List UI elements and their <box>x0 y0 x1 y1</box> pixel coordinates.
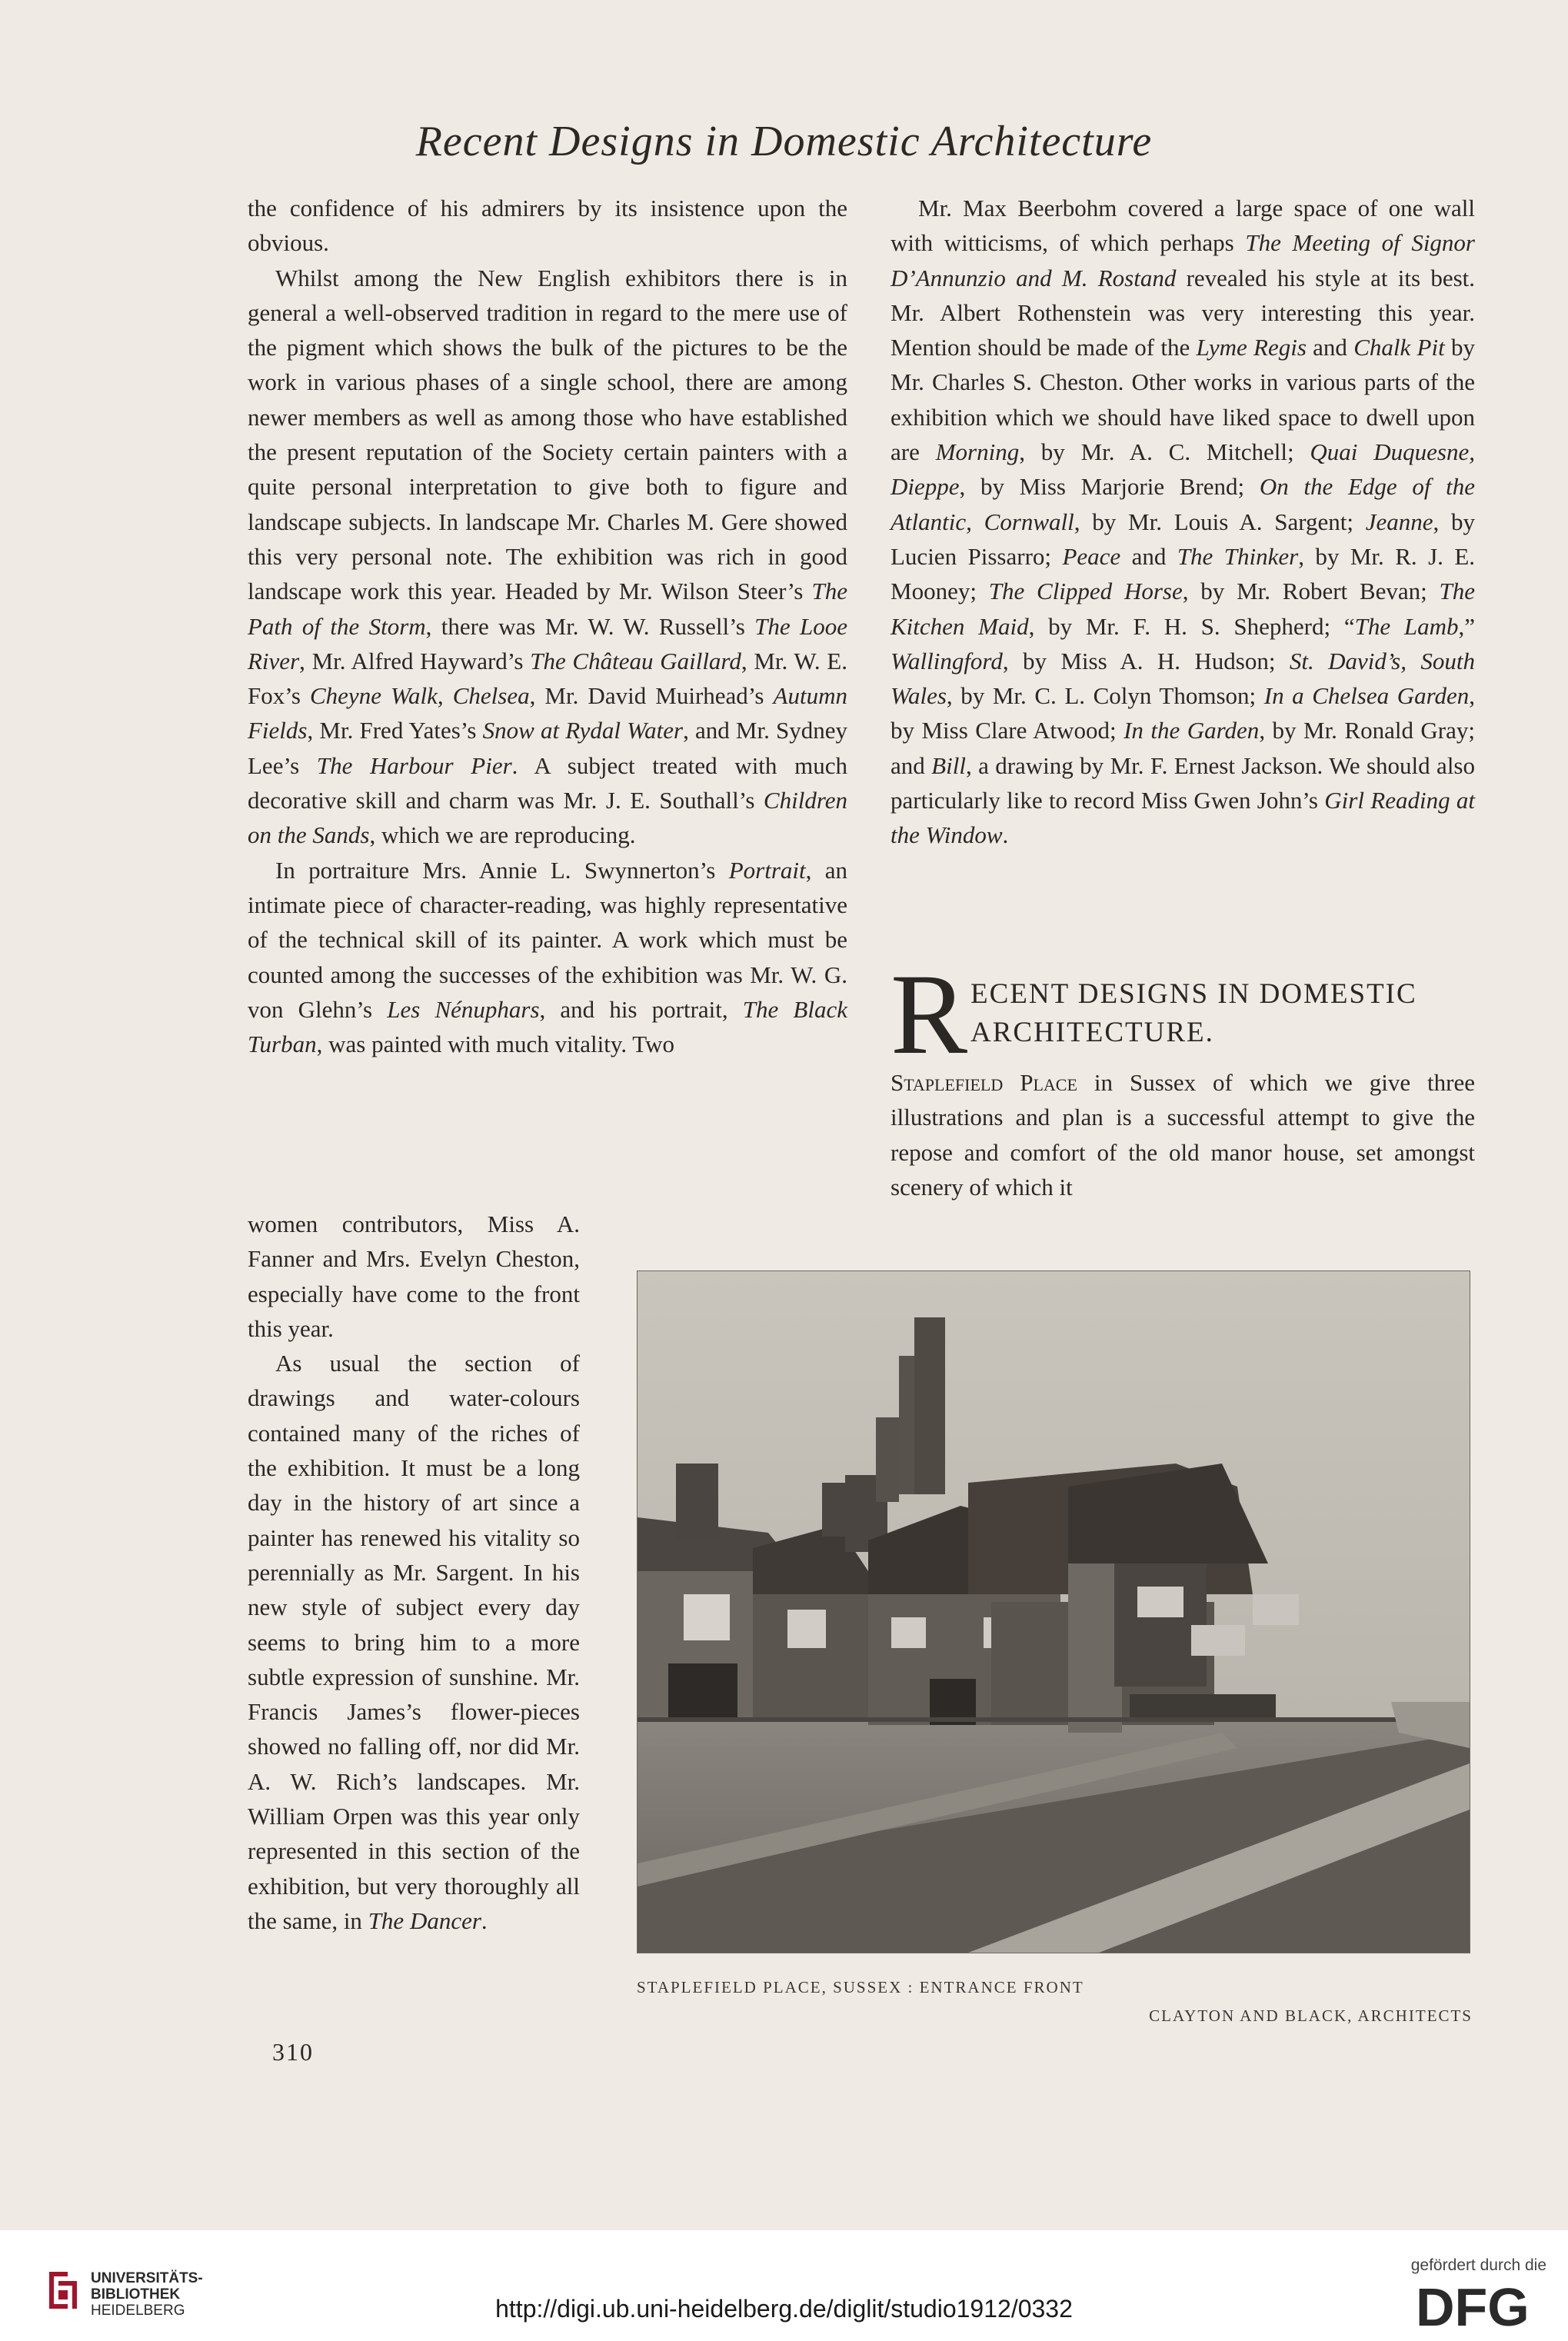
text-run: , by Mr. Ronald Gray; and <box>891 717 1475 779</box>
photo-caption-credit: CLAYTON AND BLACK, ARCHITECTS <box>1149 2006 1473 2025</box>
paragraph <box>248 191 847 261</box>
text-run: , by Miss Marjorie Brend; <box>959 473 1260 501</box>
photo-caption-title: STAPLEFIELD PLACE, SUSSEX : ENTRANCE FRONT <box>637 1978 1084 1996</box>
text-run: , there was Mr. W. W. Russell’s <box>425 612 755 640</box>
italic-title: Morning <box>935 438 1020 466</box>
library-name-line-1: UNIVERSITÄTS- <box>91 2270 203 2286</box>
italic-title: The Looe River <box>248 612 847 674</box>
text-run: in Sussex of which we give three illustrations and plan is a successful attempt to give the repose and comfort of the old manor house, set amongst scenery of which it <box>891 1069 1475 1200</box>
text-run: , by Mr. R. J. E. Mooney; <box>891 542 1476 605</box>
left-column <box>248 191 847 1061</box>
italic-title: Chalk Pit <box>1353 334 1445 361</box>
text-run: , by Mr. Robert Bevan; <box>1182 578 1440 605</box>
section-body <box>891 1065 1475 1204</box>
text-run: , by Miss Clare Atwood; <box>891 682 1475 744</box>
drop-cap: R <box>891 951 968 1078</box>
text-run: and <box>1306 334 1354 361</box>
italic-title: The Harbour Pier <box>316 751 512 779</box>
italic-title: Jeanne <box>1365 508 1433 535</box>
text-run: , Mr. W. E. Fox’s <box>248 647 847 710</box>
italic-title: Snow at Rydal Water <box>482 717 684 744</box>
permalink-url[interactable]: http://digi.ub.uni-heidelberg.de/diglit/studio1912/0332 <box>495 2295 1073 2323</box>
section-title-line-1: ECENT DESIGNS IN DOMESTIC <box>970 978 1417 1010</box>
dfg-logo-text: DFG <box>1416 2281 1530 2330</box>
italic-title: Girl Reading at the Window <box>891 787 1475 849</box>
italic-title: In the Garden <box>1124 717 1260 744</box>
italic-title: In a Chelsea Garden <box>1263 682 1470 710</box>
page-number: 310 <box>272 2038 314 2066</box>
text-run: ,” <box>1458 612 1475 640</box>
italic-title: Autumn Fields <box>248 682 847 744</box>
digitization-footer <box>0 2230 1568 2341</box>
italic-title: Peace <box>1062 542 1121 570</box>
text-run: Whilst among the New English exhibitors there is in general a well-observed tradition in regard to the mere use of the pigment which shows the bulk of the pictures to be the work in various phases of a single school, there are among newer members as well as among those who have established the present reputation of the Society certain painters with a quite personal interpretation to give both to figure and landscape subjects. In landscape Mr. Charles M. Gere showed this very personal note. The exhibition was rich in good landscape work this year. Headed by Mr. Wilson Steer’s <box>248 264 847 605</box>
text-run: , Mr. Alfred Hayward’s <box>299 647 531 674</box>
italic-title: The Kitchen Maid <box>891 578 1476 640</box>
section-heading <box>891 951 1475 1078</box>
text-run: , was painted with much vitality. Two <box>316 1031 674 1058</box>
section-title-line-2: ARCHITECTURE. <box>970 1017 1214 1048</box>
italic-title: Portrait <box>728 856 806 884</box>
italic-title: Wallingford <box>891 647 1003 674</box>
italic-title: The Dancer <box>368 1906 481 1934</box>
library-name-line-3: HEIDELBERG <box>91 2303 185 2319</box>
italic-title: Cheyne Walk, Chelsea <box>310 682 530 710</box>
italic-title: The Château Gaillard <box>530 647 741 674</box>
text-run: , by Mr. C. L. Colyn Thomson; <box>946 682 1264 710</box>
text-run: As usual the section of drawings and water-colours contained many of the riches of the exhibition. It must be a long day in the history of art since a painter has renewed his vitality so perennially as Mr. Sargent. In his new style of subject every day seems to bring him to a more subtle expression of sunshine. Mr. Francis James’s flower-pieces showed no falling off, nor did Mr. A. W. Rich’s landscapes. Mr. William Orpen was this year only represented in this section of the exhibition, but very thoroughly all the same, in <box>248 1350 580 1934</box>
text-run: by Mr. Charles S. Cheston. Other works in various parts of the exhibition which we should have liked space to dwell upon are <box>891 334 1475 466</box>
text-run: revealed his style at its best. Mr. Albert Rothenstein was very interesting this year. Mention should be made of the <box>891 264 1475 361</box>
text-run: , by Lucien Pissarro; <box>891 508 1476 570</box>
paragraph <box>248 853 847 1062</box>
italic-title: Les Nénuphars <box>387 995 540 1023</box>
small-caps-name: Staplefield Place <box>891 1069 1077 1096</box>
library-name-line-2: BIBLIOTHEK <box>91 2286 181 2303</box>
text-run: , Mr. David Muirhead’s <box>529 682 774 710</box>
paragraph <box>248 261 847 853</box>
text-run: , by Mr. Louis A. Sargent; <box>1074 508 1366 535</box>
italic-title: The Meeting of Signor D’Annunzio and M. Rostand <box>891 229 1475 291</box>
text-run: , and his portrait, <box>539 995 743 1023</box>
italic-title: St. David’s, South Wales <box>891 647 1475 710</box>
house-photograph <box>637 1270 1470 1953</box>
narrow-column <box>248 1207 580 1938</box>
text-run: , by Miss A. H. Hudson; <box>1002 647 1290 674</box>
text-run: . A subject treated with much decorative skill and charm was Mr. J. E. Southall’s <box>248 751 847 814</box>
right-column <box>891 191 1475 853</box>
italic-title: Quai Duquesne, Dieppe <box>891 438 1475 501</box>
text-run: , by Mr. F. H. S. Shepherd; “ <box>1028 612 1355 640</box>
text-run: , an intimate piece of character-reading, was highly representative of the technical skill of its painter. A work which must be counted among the successes of the exhibition was Mr. W. G. von Glehn’s <box>248 856 847 1023</box>
italic-title: The Clipped Horse <box>988 578 1183 605</box>
text-run: , Mr. Fred Yates’s <box>307 717 483 744</box>
paragraph <box>248 1346 580 1938</box>
paragraph <box>248 1207 580 1346</box>
text-run: , a drawing by Mr. F. Ernest Jackson. We should also particularly like to record Miss Gwen John’s <box>891 751 1475 814</box>
paragraph <box>891 191 1475 853</box>
text-run: , by Mr. A. C. Mitchell; <box>1019 438 1310 466</box>
italic-title: The Path of the Storm <box>248 578 847 640</box>
text-run: the confidence of his admirers by its insistence upon the obvious. <box>248 195 847 257</box>
dfg-logo-icon[interactable] <box>1416 2281 1531 2330</box>
text-run: Mr. Max Beerbohm covered a large space of one wall with witticisms, of which perhaps <box>891 195 1475 257</box>
italic-title: Lyme Regis <box>1196 334 1307 361</box>
text-run: , which we are reproducing. <box>369 821 636 849</box>
text-run: . <box>1002 821 1009 849</box>
text-run: , and Mr. Sydney Lee’s <box>248 717 848 779</box>
house-photo-drawing <box>638 1271 1470 1953</box>
text-run: women contributors, Miss A. Fanner and Mrs. Evelyn Cheston, especially have come to the front this year. <box>248 1210 580 1342</box>
paragraph <box>891 1065 1475 1204</box>
text-run: and <box>1120 542 1177 570</box>
italic-title: On the Edge of the Atlantic, Cornwall <box>891 473 1475 535</box>
italic-title: Children on the Sands <box>248 787 847 849</box>
italic-title: The Thinker <box>1177 542 1299 570</box>
section-title <box>970 975 1478 1052</box>
text-run: . <box>481 1906 488 1934</box>
italic-title: Bill <box>931 751 966 779</box>
italic-title: The Lamb <box>1354 612 1459 640</box>
funder-text: gefördert durch die <box>1410 2256 1546 2274</box>
italic-title: The Black Turban <box>248 995 847 1058</box>
text-run: In portraiture Mrs. Annie L. Swynnerton’s <box>275 856 729 884</box>
running-head: Recent Designs in Domestic Architecture <box>415 118 1153 165</box>
